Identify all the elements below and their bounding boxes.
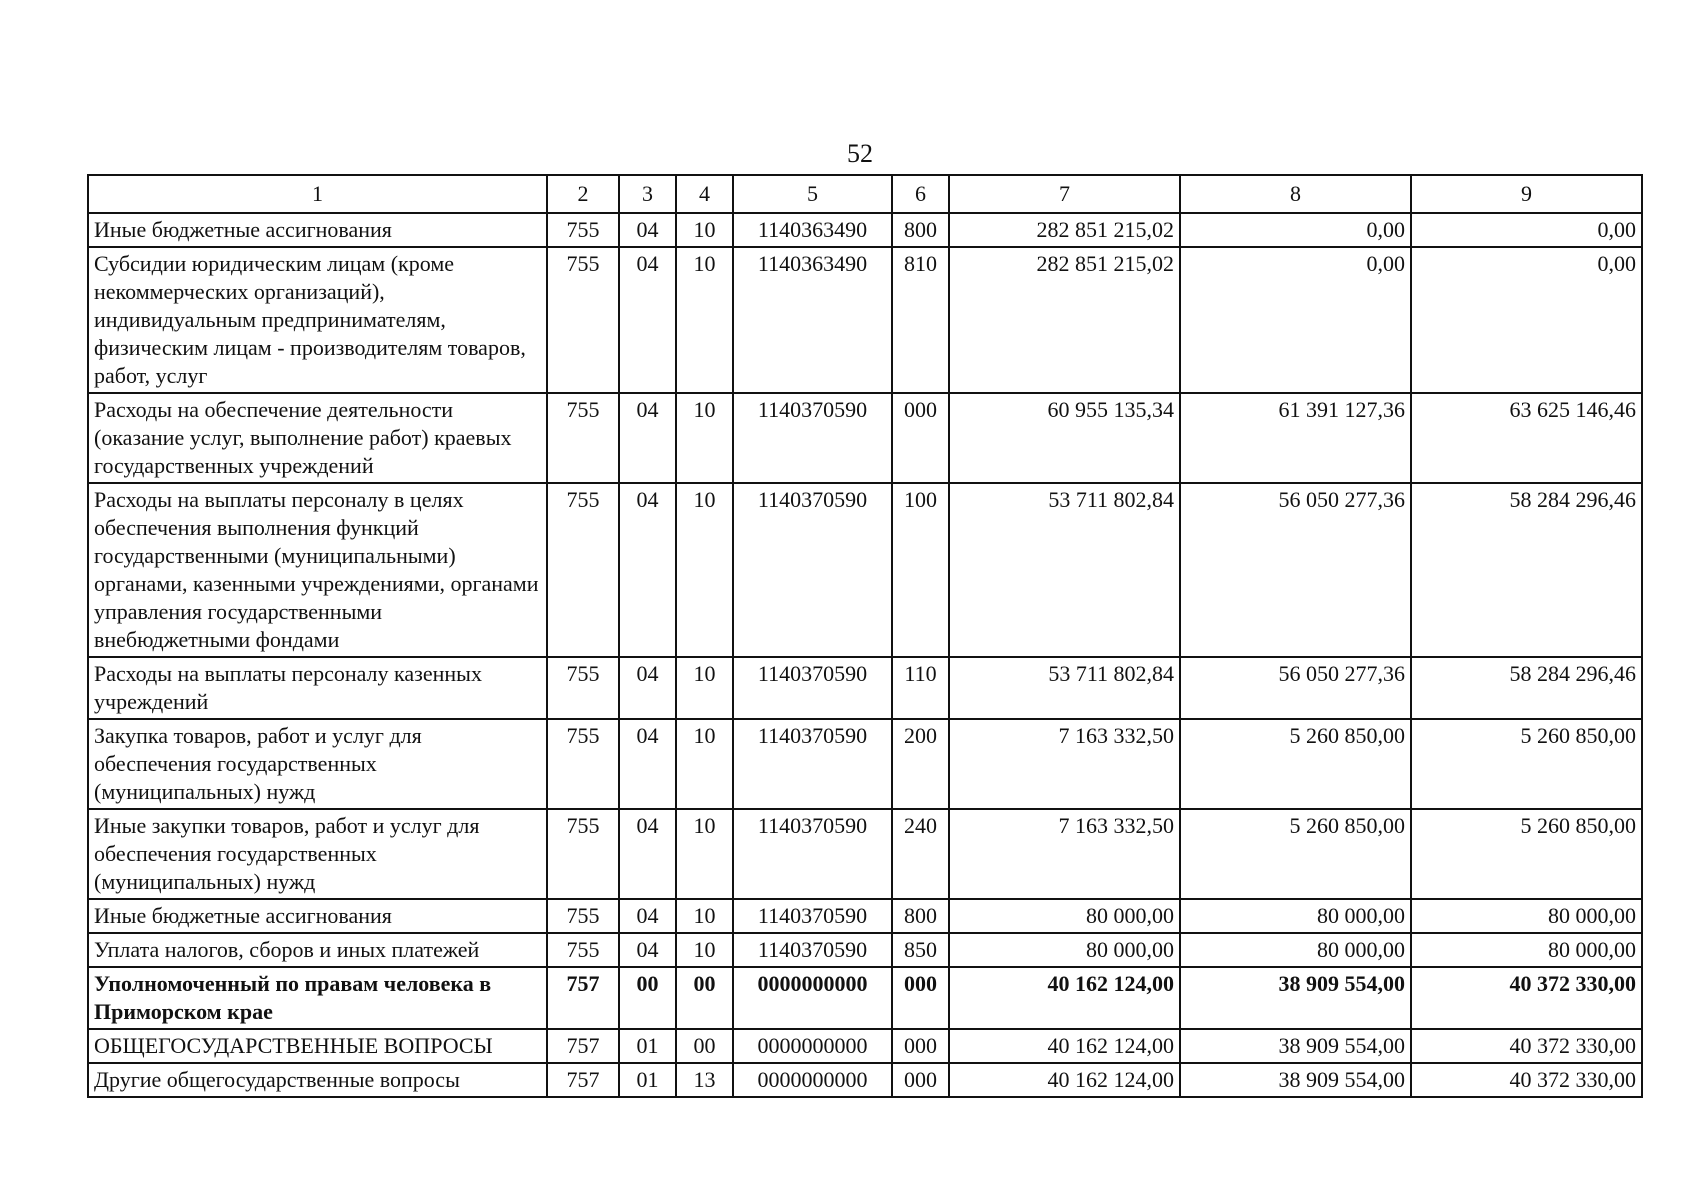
amount-col-9-cell: 58 284 296,46	[1411, 657, 1642, 719]
column-4-cell: 10	[676, 899, 733, 933]
row-name-cell: Расходы на обеспечение деятельности (оказание услуг, выполнение работ) краевых государственных учреждений	[88, 393, 547, 483]
column-6-cell: 000	[892, 393, 949, 483]
column-3-cell: 04	[619, 213, 676, 247]
column-4-cell: 13	[676, 1063, 733, 1097]
column-4-cell: 00	[676, 1029, 733, 1063]
header-cell: 7	[949, 175, 1180, 213]
column-2-cell: 757	[547, 1029, 619, 1063]
row-name-cell: ОБЩЕГОСУДАРСТВЕННЫЕ ВОПРОСЫ	[88, 1029, 547, 1063]
column-4-cell: 10	[676, 213, 733, 247]
column-3-cell: 04	[619, 809, 676, 899]
amount-col-7-cell: 53 711 802,84	[949, 657, 1180, 719]
amount-col-7-cell: 282 851 215,02	[949, 213, 1180, 247]
column-3-cell: 04	[619, 247, 676, 393]
table-row	[88, 1063, 1642, 1097]
amount-col-8-cell: 80 000,00	[1180, 933, 1411, 967]
budget-table	[87, 174, 1643, 1098]
column-3-cell: 01	[619, 1029, 676, 1063]
column-5-cell: 0000000000	[733, 967, 892, 1029]
amount-col-9-cell: 5 260 850,00	[1411, 719, 1642, 809]
row-name-cell: Расходы на выплаты персоналу в целях обеспечения выполнения функций государственными (муниципальными) органами, казенными учреждениями, органами управления государственными внебюджетными фондами	[88, 483, 547, 657]
table-row	[88, 719, 1642, 809]
amount-col-8-cell: 5 260 850,00	[1180, 719, 1411, 809]
header-cell: 5	[733, 175, 892, 213]
amount-col-8-cell: 38 909 554,00	[1180, 967, 1411, 1029]
amount-col-8-cell: 0,00	[1180, 213, 1411, 247]
amount-col-9-cell: 40 372 330,00	[1411, 1063, 1642, 1097]
column-6-cell: 800	[892, 213, 949, 247]
column-2-cell: 755	[547, 393, 619, 483]
column-4-cell: 10	[676, 247, 733, 393]
column-3-cell: 04	[619, 657, 676, 719]
column-3-cell: 04	[619, 483, 676, 657]
header-cell: 6	[892, 175, 949, 213]
row-name-cell: Иные бюджетные ассигнования	[88, 213, 547, 247]
amount-col-7-cell: 80 000,00	[949, 899, 1180, 933]
column-5-cell: 1140370590	[733, 393, 892, 483]
amount-col-8-cell: 61 391 127,36	[1180, 393, 1411, 483]
column-4-cell: 10	[676, 483, 733, 657]
amount-col-7-cell: 7 163 332,50	[949, 809, 1180, 899]
column-2-cell: 757	[547, 1063, 619, 1097]
column-6-cell: 240	[892, 809, 949, 899]
column-3-cell: 04	[619, 899, 676, 933]
row-name-cell: Уплата налогов, сборов и иных платежей	[88, 933, 547, 967]
column-6-cell: 000	[892, 1029, 949, 1063]
row-name-cell: Закупка товаров, работ и услуг для обеспечения государственных (муниципальных) нужд	[88, 719, 547, 809]
row-name-cell: Другие общегосударственные вопросы	[88, 1063, 547, 1097]
row-name-cell: Иные бюджетные ассигнования	[88, 899, 547, 933]
amount-col-7-cell: 40 162 124,00	[949, 1029, 1180, 1063]
amount-col-7-cell: 282 851 215,02	[949, 247, 1180, 393]
amount-col-7-cell: 7 163 332,50	[949, 719, 1180, 809]
header-cell: 2	[547, 175, 619, 213]
column-5-cell: 0000000000	[733, 1063, 892, 1097]
column-5-cell: 1140370590	[733, 483, 892, 657]
column-4-cell: 10	[676, 719, 733, 809]
column-2-cell: 755	[547, 657, 619, 719]
amount-col-9-cell: 80 000,00	[1411, 933, 1642, 967]
amount-col-9-cell: 58 284 296,46	[1411, 483, 1642, 657]
row-name-cell: Субсидии юридическим лицам (кроме некоммерческих организаций), индивидуальным предпринимателям, физическим лицам - производителям товаров, работ, услуг	[88, 247, 547, 393]
amount-col-8-cell: 38 909 554,00	[1180, 1063, 1411, 1097]
amount-col-9-cell: 80 000,00	[1411, 899, 1642, 933]
header-cell: 8	[1180, 175, 1411, 213]
column-6-cell: 000	[892, 1063, 949, 1097]
amount-col-8-cell: 56 050 277,36	[1180, 657, 1411, 719]
table-row	[88, 967, 1642, 1029]
header-cell: 1	[88, 175, 547, 213]
column-5-cell: 1140370590	[733, 933, 892, 967]
header-row	[88, 175, 1642, 213]
column-5-cell: 1140370590	[733, 657, 892, 719]
column-3-cell: 01	[619, 1063, 676, 1097]
amount-col-7-cell: 40 162 124,00	[949, 1063, 1180, 1097]
table-row	[88, 393, 1642, 483]
amount-col-9-cell: 0,00	[1411, 247, 1642, 393]
amount-col-8-cell: 38 909 554,00	[1180, 1029, 1411, 1063]
table-row	[88, 657, 1642, 719]
amount-col-8-cell: 5 260 850,00	[1180, 809, 1411, 899]
amount-col-7-cell: 60 955 135,34	[949, 393, 1180, 483]
column-6-cell: 100	[892, 483, 949, 657]
table-row	[88, 1029, 1642, 1063]
amount-col-9-cell: 0,00	[1411, 213, 1642, 247]
column-2-cell: 755	[547, 809, 619, 899]
column-6-cell: 000	[892, 967, 949, 1029]
table-row	[88, 809, 1642, 899]
column-6-cell: 850	[892, 933, 949, 967]
column-6-cell: 110	[892, 657, 949, 719]
column-3-cell: 04	[619, 719, 676, 809]
column-5-cell: 1140370590	[733, 899, 892, 933]
column-4-cell: 10	[676, 393, 733, 483]
column-5-cell: 0000000000	[733, 1029, 892, 1063]
column-2-cell: 755	[547, 213, 619, 247]
table-body	[88, 213, 1642, 1097]
amount-col-9-cell: 40 372 330,00	[1411, 1029, 1642, 1063]
column-2-cell: 757	[547, 967, 619, 1029]
column-3-cell: 00	[619, 967, 676, 1029]
amount-col-7-cell: 53 711 802,84	[949, 483, 1180, 657]
header-cell: 4	[676, 175, 733, 213]
amount-col-7-cell: 80 000,00	[949, 933, 1180, 967]
row-name-cell: Уполномоченный по правам человека в Приморском крае	[88, 967, 547, 1029]
column-6-cell: 810	[892, 247, 949, 393]
amount-col-8-cell: 56 050 277,36	[1180, 483, 1411, 657]
table-row	[88, 213, 1642, 247]
column-4-cell: 00	[676, 967, 733, 1029]
page-number: 52	[847, 139, 873, 168]
row-name-cell: Иные закупки товаров, работ и услуг для обеспечения государственных (муниципальных) нужд	[88, 809, 547, 899]
header-cell: 9	[1411, 175, 1642, 213]
column-2-cell: 755	[547, 899, 619, 933]
table-row	[88, 483, 1642, 657]
column-4-cell: 10	[676, 933, 733, 967]
header-cell: 3	[619, 175, 676, 213]
column-6-cell: 800	[892, 899, 949, 933]
column-3-cell: 04	[619, 393, 676, 483]
table-row	[88, 247, 1642, 393]
column-6-cell: 200	[892, 719, 949, 809]
table-row	[88, 933, 1642, 967]
amount-col-8-cell: 80 000,00	[1180, 899, 1411, 933]
amount-col-8-cell: 0,00	[1180, 247, 1411, 393]
column-5-cell: 1140363490	[733, 213, 892, 247]
amount-col-7-cell: 40 162 124,00	[949, 967, 1180, 1029]
column-2-cell: 755	[547, 247, 619, 393]
column-4-cell: 10	[676, 809, 733, 899]
table-row	[88, 899, 1642, 933]
row-name-cell: Расходы на выплаты персоналу казенных учреждений	[88, 657, 547, 719]
amount-col-9-cell: 40 372 330,00	[1411, 967, 1642, 1029]
column-5-cell: 1140370590	[733, 809, 892, 899]
column-2-cell: 755	[547, 933, 619, 967]
column-4-cell: 10	[676, 657, 733, 719]
column-2-cell: 755	[547, 483, 619, 657]
column-5-cell: 1140370590	[733, 719, 892, 809]
column-2-cell: 755	[547, 719, 619, 809]
column-5-cell: 1140363490	[733, 247, 892, 393]
amount-col-9-cell: 63 625 146,46	[1411, 393, 1642, 483]
column-3-cell: 04	[619, 933, 676, 967]
amount-col-9-cell: 5 260 850,00	[1411, 809, 1642, 899]
